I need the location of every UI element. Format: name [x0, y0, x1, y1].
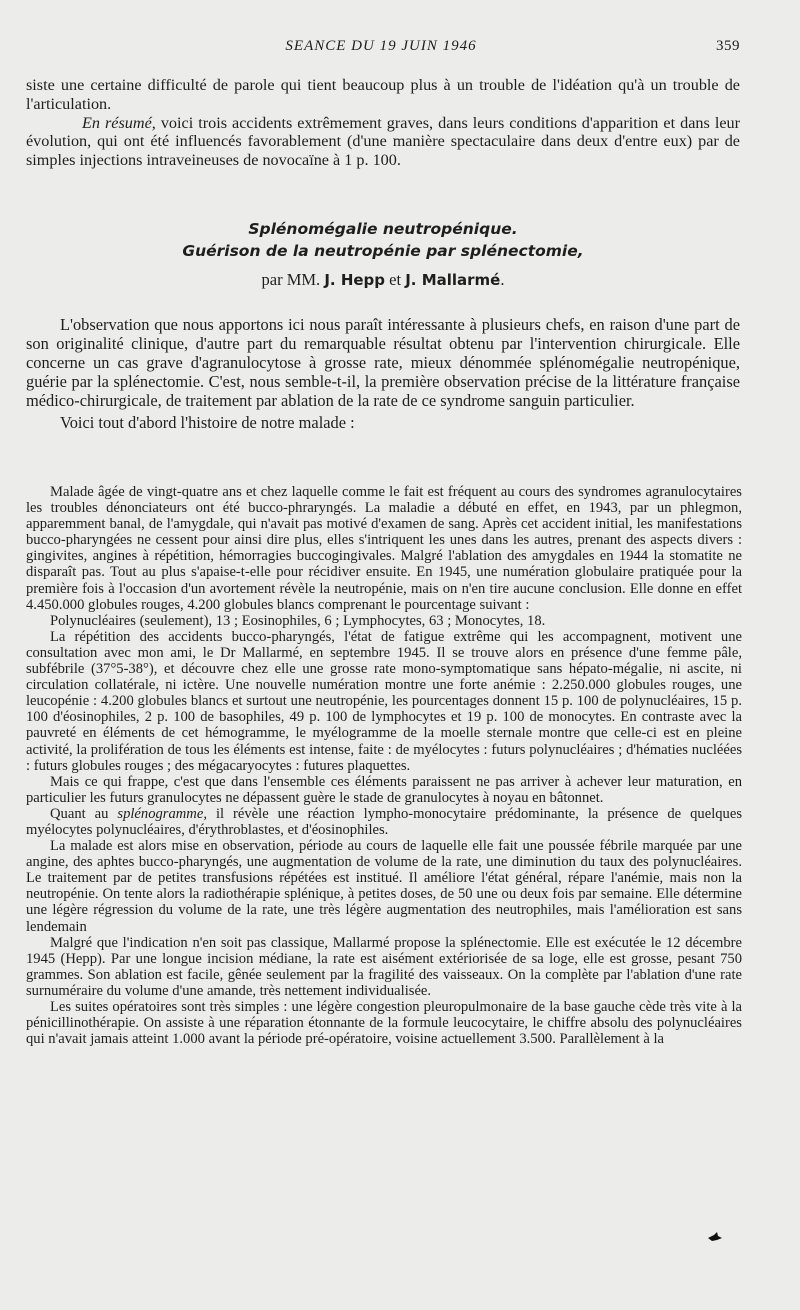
- case-paragraph-4: Mais ce qui frappe, c'est que dans l'ensemble ces éléments paraissent ne pas arriver à achever leur maturation, en particulier les futurs granulocytes ne dépassent guère le stade de granulocytes à noyau en bâtonnet.: [26, 773, 742, 806]
- ink-blot-mark: [708, 1232, 722, 1242]
- case-paragraph-2: Polynucléaires (seulement), 13 ; Eosinophiles, 6 ; Lymphocytes, 63 ; Monocytes, 18.: [50, 612, 546, 629]
- byline-prefix: par MM.: [261, 270, 325, 289]
- body-paragraph-2: Voici tout d'abord l'histoire de notre malade :: [60, 412, 355, 432]
- intro-emphasis: En résumé,: [82, 113, 156, 132]
- case-report: [26, 484, 742, 1047]
- case-paragraph-3: La répétition des accidents bucco-pharyngés, l'état de fatigue extrême qui les accompagnent, motivent une consultation avec mon ami, le Dr Mallarmé, en septembre 1945. Il se trouve alors en présence d'une femme pâle, subfébrile (37°5-38°), et découvre chez elle une grosse rate mono-symptomatique sans hépato-mégalie, ni ascite, ni circulation collatérale, ni ictère. Une nouvelle numération montre une forte anémie : 2.250.000 globules rouges, une leucopénie : 4.200 globules blancs et surtout une neutropénie, les pourcentages donnent 15 p. 100 de polynucléaires, 15 p. 100 d'éosinophiles, 2 p. 100 de basophiles, 49 p. 100 de lymphocytes et 19 p. 100 de monocytes. En contraste avec la pauvreté en éléments de cet hémogramme, le myélogramme de la moelle sternale montre que celle-ci est en pleine activité, la prolifération de tous les éléments est intense, faite : de myélocytes : futurs polynucléaires ; d'hématies nucléées : futurs globules rouges ; des mégacaryocytes : futures plaquettes.: [26, 628, 742, 774]
- article-introduction: [26, 316, 740, 432]
- case-paragraph-5: [26, 806, 742, 838]
- case-paragraph-5-b: il révèle une réaction lympho-monocytaire prédominante, la présence de quelques myélocytes polynucléaires, d'érythroblastes, et d'éosinophiles.: [26, 805, 742, 838]
- case-paragraph-8: Les suites opératoires sont très simples : une légère congestion pleuropulmonaire de la base gauche cède très vite à la pénicillinothérapie. On assiste à une réparation étonnante de la formule leucocytaire, le chiffre absolu des polynucléaires qui n'avait jamais atteint 1.000 avant la période pré-opératoire, voisine actuellement 3.500. Parallèlement à la: [26, 999, 742, 1048]
- case-paragraph-5-emphasis: splénogramme,: [117, 805, 207, 822]
- byline-suffix: .: [500, 270, 505, 289]
- article-title-line-2: Guérison de la neutropénie par splénectomie,: [182, 242, 584, 260]
- case-paragraph-7: Malgré que l'indication n'en soit pas classique, Mallarmé propose la splénectomie. Elle est exécutée le 12 décembre 1945 (Hepp). Par une longue incision médiane, la rate est aisément extériorisée de sa loge, elle est grosse, pesant 750 grammes. Son ablation est facile, gênée seulement par la fragilité des vaisseaux. On la complète par l'ablation d'une rate surnuméraire du volume d'une amande, très nettement individualisée.: [26, 934, 742, 999]
- intro-paragraph-2-text: voici trois accidents extrêmement graves, dans leurs conditions d'apparition et dans leur évolution, qui ont été influencés favorablement (d'une manière spectaculaire dans deux d'entre eux) par de simples injections intraveineuses de novocaïne à 1 p. 100.: [26, 113, 740, 170]
- article-title: [26, 218, 740, 262]
- case-paragraph-6: La malade est alors mise en observation, période au cours de laquelle elle fait une poussée fébrile marquée par une angine, des aphtes bucco-pharyngés, une augmentation de volume de la rate, une diminution du taux des polynucléaires. Le traitement par de petites transfusions répétées est institué. Il améliore l'état général, répare l'anémie, mais non la neutropénie. On tente alors la radiothérapie splénique, à petites doses, de 50 une ou deux fois par semaine. Elle détermine une légère régression du volume de la rate, une très légère augmentation des neutrophiles, mais l'amélioration est sans lendemain: [26, 838, 742, 935]
- case-paragraph-5-a: Quant au: [50, 805, 118, 822]
- author-2: J. Mallarmé: [405, 271, 501, 289]
- running-title: SEANCE DU 19 JUIN 1946: [285, 38, 477, 54]
- page-header: [22, 38, 740, 60]
- author-1: J. Hepp: [324, 271, 386, 289]
- previous-article-ending: [26, 76, 740, 170]
- body-paragraph-1: L'observation que nous apportons ici nous paraît intéressante à plusieurs chefs, en raison d'une part de son originalité clinique, d'autre part du remarquable résultat obtenu par l'intervention chirurgicale. Elle concerne un cas grave d'agranulocytose à grosse rate, mieux dénommée splénomégalie neutropénique, guérie par la splénectomie. C'est, nous semble-t-il, la première observation précise de la littérature française médico-chirurgicale, de traitement par ablation de la rate de ce syndrome sanguin particulier.: [26, 315, 740, 410]
- case-paragraph-1: Malade âgée de vingt-quatre ans et chez laquelle comme le fait est fréquent au cours des syndromes agranulocytaires les troubles dénonciateurs ont été bucco-phraryngés. La maladie a débuté en effet, en 1943, par un phlegmon, apparemment banal, de l'amygdale, qui n'avait pas motivé d'examen de sang. Après cet accident initial, les manifestations bucco-pharyngées ne cessent pour ainsi dire plus, elles s'intriquent les unes dans les autres, prenant des aspects divers : gingivites, angines à répétition, hémorragies buccogingivales. Malgré l'ablation des amygdales en 1944 la stomatite ne disparaît pas. Tout au plus s'apaise-t-elle pour récidiver ensuite. En 1945, une numération globulaire pratiquée pour la première fois à l'occasion d'un avortement révèle la neutropénie, mais on n'en tire aucune conclusion. Elle donne en effet 4.450.000 globules rouges, 4.200 globules blancs comprenant le pourcentage suivant :: [26, 484, 742, 613]
- page-number: 359: [716, 38, 740, 54]
- intro-paragraph-1: siste une certaine difficulté de parole qui tient beaucoup plus à un trouble de l'idéation qu'à un trouble de l'articulation.: [26, 76, 740, 113]
- article-byline: [26, 270, 740, 290]
- byline-conjunction: et: [385, 270, 406, 289]
- intro-paragraph-2: [26, 114, 740, 170]
- article-title-line-1: Splénomégalie neutropénique.: [248, 220, 518, 238]
